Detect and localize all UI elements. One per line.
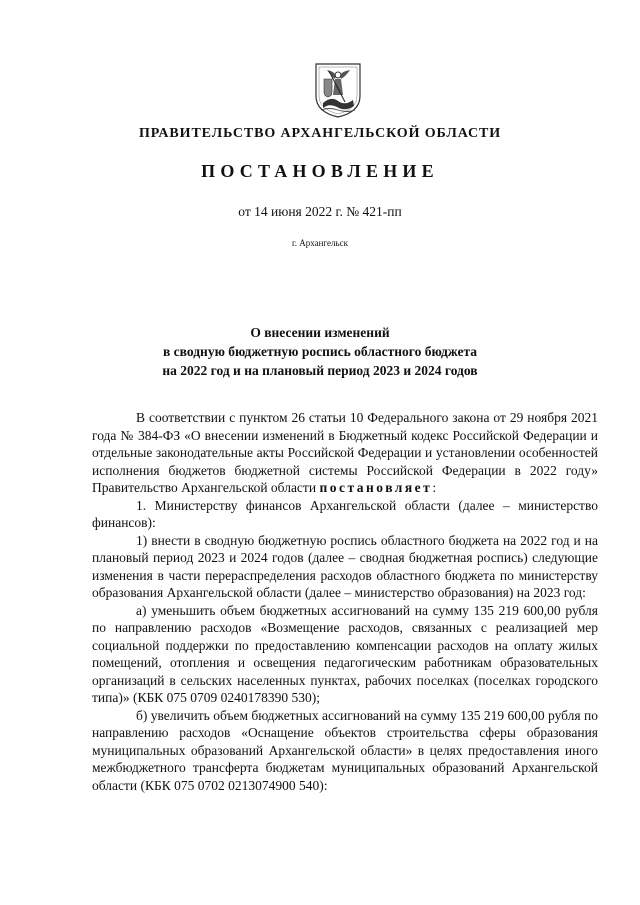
document-type: ПОСТАНОВЛЕНИЕ	[201, 161, 439, 181]
item-1-1-paragraph: 1) внести в сводную бюджетную роспись областного бюджета на 2022 год и на плановый период 2023 и 2024 годов (далее – сводная бюджетная роспись) следующие изменения в части перераспределения расходов областного бюджета по министерству образования Архангельской области (далее – министерство образования) на 2023 год:	[92, 532, 598, 600]
resolves-word: постановляет	[319, 480, 433, 495]
document-body	[92, 409, 598, 794]
item-a-paragraph: а) уменьшить объем бюджетных ассигнований на сумму 135 219 600,00 рубля по направлению расходов «Возмещение расходов, связанных с реализацией мер социальной поддержки по предоставлению компенсации расходов на оплату жилых помещений, отопления и освещения педагогическим работникам образовательных организаций в сельских населенных пунктах, рабочих поселках (поселках городского типа)» (КБК 075 0709 0240178390 530);	[92, 602, 598, 705]
title-line: в сводную бюджетную роспись областного бюджета	[163, 344, 477, 359]
city-name: г. Архангельск	[292, 238, 348, 248]
date-and-number: от 14 июня 2022 г. № 421-пп	[238, 204, 402, 219]
preamble-text: В соответствии с пунктом 26 статьи 10 Федерального закона от 29 ноября 2021 года № 384-ФЗ «О внесении изменений в Бюджетный кодекс Российской Федерации и отдельные законодательные акты Российской Федерации и установлении особенностей исполнения бюджетов бюджетной системы Российской Федерации в 2022 году» Правительство Архангельской области	[92, 410, 598, 495]
title-line: на 2022 год и на плановый период 2023 и 2024 годов	[162, 363, 478, 378]
item-b-paragraph: б) увеличить объем бюджетных ассигнований на сумму 135 219 600,00 рубля по направлению расходов «Оснащение объектов строительства сферы образования муниципальных образований Архангельской области» в целях предоставления иного межбюджетного трансферта бюджетам муниципальных образований Архангельской области (КБК 075 0702 0213074900 540):	[92, 707, 598, 793]
preamble-paragraph	[92, 409, 598, 497]
item-1-paragraph: 1. Министерству финансов Архангельской области (далее – министерство финансов):	[92, 497, 598, 530]
title-line: О внесении изменений	[250, 325, 390, 340]
arkhangelsk-coat-of-arms-icon	[313, 62, 363, 118]
document-title	[0, 323, 640, 380]
organization-name: ПРАВИТЕЛЬСТВО АРХАНГЕЛЬСКОЙ ОБЛАСТИ	[138, 126, 502, 141]
resolves-punct: :	[432, 480, 437, 495]
